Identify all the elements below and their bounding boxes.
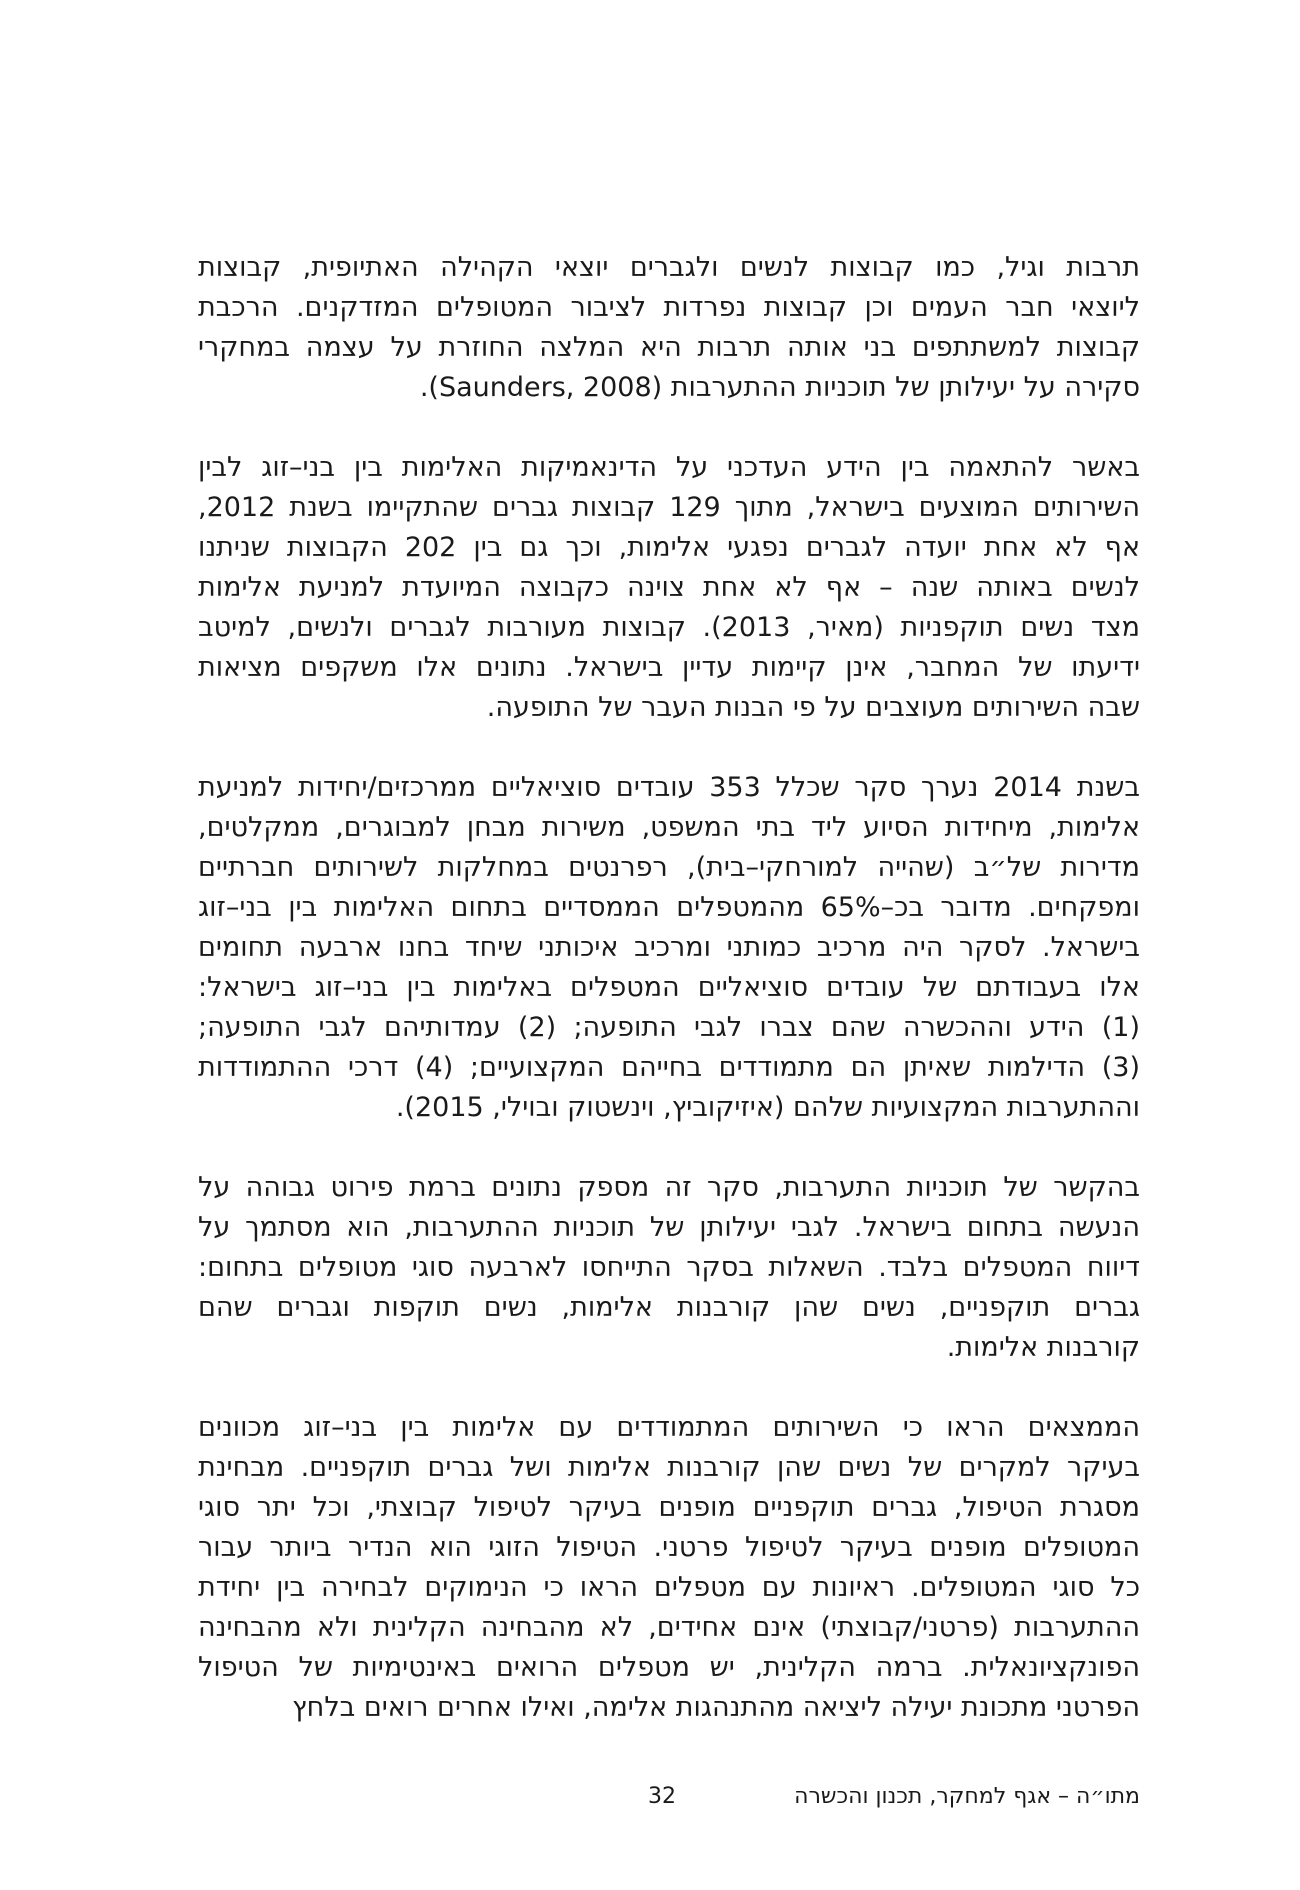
paragraph-5 (198, 1408, 1140, 1728)
text-line: (1) הידע וההכשרה שהם צברו לגבי התופעה; (2) עמדותיהם לגבי התופעה; (198, 1012, 1140, 1043)
footer-title: מתו״ה – אגף למחקר, תכנון והכשרה (794, 1784, 1140, 1809)
text-line: סקירה על יעילותן של תוכניות ההתערבות (Saunders, 2008). (419, 372, 1140, 403)
text-line: בישראל. לסקר היה מרכיב כמותני ומרכיב איכותני שיחד בחנו ארבעה תחומים (198, 932, 1140, 963)
paragraph-gap (198, 1128, 1140, 1168)
text-line: וההתערבות המקצועיות שלהם (איזיקוביץ, וינשטוק ובוילי, 2015). (395, 1092, 1140, 1123)
text-line: גברים תוקפניים, נשים שהן קורבנות אלימות, נשים תוקפות וגברים שהם (198, 1292, 1140, 1323)
paragraph-gap (198, 408, 1140, 448)
body-text (198, 248, 1140, 1728)
text-line: ההתערבות (פרטני/קבוצתי) אינם אחידים, לא מהבחינה הקלינית ולא מהבחינה (198, 1612, 1140, 1643)
paragraph-3 (198, 768, 1140, 1128)
text-line: שבה השירותים מעוצבים על פי הבנות העבר של התופעה. (486, 692, 1140, 723)
text-line: ומפקחים. מדובר בכ–65% מהמטפלים הממסדיים בתחום האלימות בין בני–זוג (198, 892, 1140, 923)
text-line: הפרטני מתכונת יעילה ליציאה מהתנהגות אלימה, ואילו אחרים רואים בלחץ (292, 1692, 1140, 1723)
text-line: הממצאים הראו כי השירותים המתמודדים עם אלימות בין בני–זוג מכוונים (198, 1412, 1140, 1443)
text-line: ליוצאי חבר העמים וכן קבוצות נפרדות לציבור המטופלים המזדקנים. הרכבת (198, 292, 1140, 323)
text-line: בעיקר למקרים של נשים שהן קורבנות אלימות ושל גברים תוקפניים. מבחינת (198, 1452, 1140, 1483)
text-line: הנעשה בתחום בישראל. לגבי יעילותן של תוכניות ההתערבות, הוא מסתמך על (198, 1212, 1140, 1243)
text-line: תרבות וגיל, כמו קבוצות לנשים ולגברים יוצאי הקהילה האתיופית, קבוצות (198, 252, 1140, 283)
text-line: (3) הדילמות שאיתן הם מתמודדים בחייהם המקצועיים; (4) דרכי ההתמודדות (198, 1052, 1140, 1083)
text-line: אלו בעבודתם של עובדים סוציאליים המטפלים באלימות בין בני–זוג בישראל: (198, 972, 1140, 1003)
text-line: מסגרת הטיפול, גברים תוקפניים מופנים בעיקר לטיפול קבוצתי, וכל יתר סוגי (198, 1492, 1140, 1523)
text-line: מדירות של״ב (שהייה למורחקי–בית), רפרנטים במחלקות לשירותים חברתיים (198, 852, 1140, 883)
page-number: 32 (648, 1784, 676, 1809)
page-footer (0, 1777, 1300, 1817)
text-line: כל סוגי המטופלים. ראיונות עם מטפלים הראו כי הנימוקים לבחירה בין יחידת (198, 1572, 1140, 1603)
text-line: בהקשר של תוכניות התערבות, סקר זה מספק נתונים ברמת פירוט גבוהה על (198, 1172, 1140, 1203)
text-line: המטופלים מופנים בעיקר לטיפול פרטני. הטיפול הזוגי הוא הנדיר ביותר עבור (198, 1532, 1140, 1563)
text-line: אף לא אחת יועדה לגברים נפגעי אלימות, וכך גם בין 202 הקבוצות שניתנו (198, 532, 1140, 563)
text-line: השירותים המוצעים בישראל, מתוך 129 קבוצות גברים שהתקיימו בשנת 2012, (198, 492, 1140, 523)
paragraph-gap (198, 1368, 1140, 1408)
text-line: באשר להתאמה בין הידע העדכני על הדינאמיקות האלימות בין בני–זוג לבין (198, 452, 1140, 483)
paragraph-gap (198, 728, 1140, 768)
paragraph-4 (198, 1168, 1140, 1368)
paragraph-2 (198, 448, 1140, 728)
text-line: קבוצות למשתתפים בני אותה תרבות היא המלצה החוזרת על עצמה במחקרי (198, 332, 1140, 363)
text-line: בשנת 2014 נערך סקר שכלל 353 עובדים סוציאליים ממרכזים/יחידות למניעת (198, 772, 1140, 803)
text-line: קורבנות אלימות. (946, 1332, 1140, 1363)
text-line: לנשים באותה שנה – אף לא אחת צוינה כקבוצה המיועדת למניעת אלימות (198, 572, 1140, 603)
text-line: דיווח המטפלים בלבד. השאלות בסקר התייחסו לארבעה סוגי מטופלים בתחום: (198, 1252, 1140, 1283)
text-line: אלימות, מיחידות הסיוע ליד בתי המשפט, משירות מבחן למבוגרים, ממקלטים, (198, 812, 1140, 843)
text-line: מצד נשים תוקפניות (מאיר, 2013). קבוצות מעורבות לגברים ולנשים, למיטב (198, 612, 1140, 643)
paragraph-1 (198, 248, 1140, 408)
text-line: הפונקציונאלית. ברמה הקלינית, יש מטפלים הרואים באינטימיות של הטיפול (198, 1652, 1140, 1683)
text-line: ידיעתו של המחבר, אינן קיימות עדיין בישראל. נתונים אלו משקפים מציאות (198, 652, 1140, 683)
